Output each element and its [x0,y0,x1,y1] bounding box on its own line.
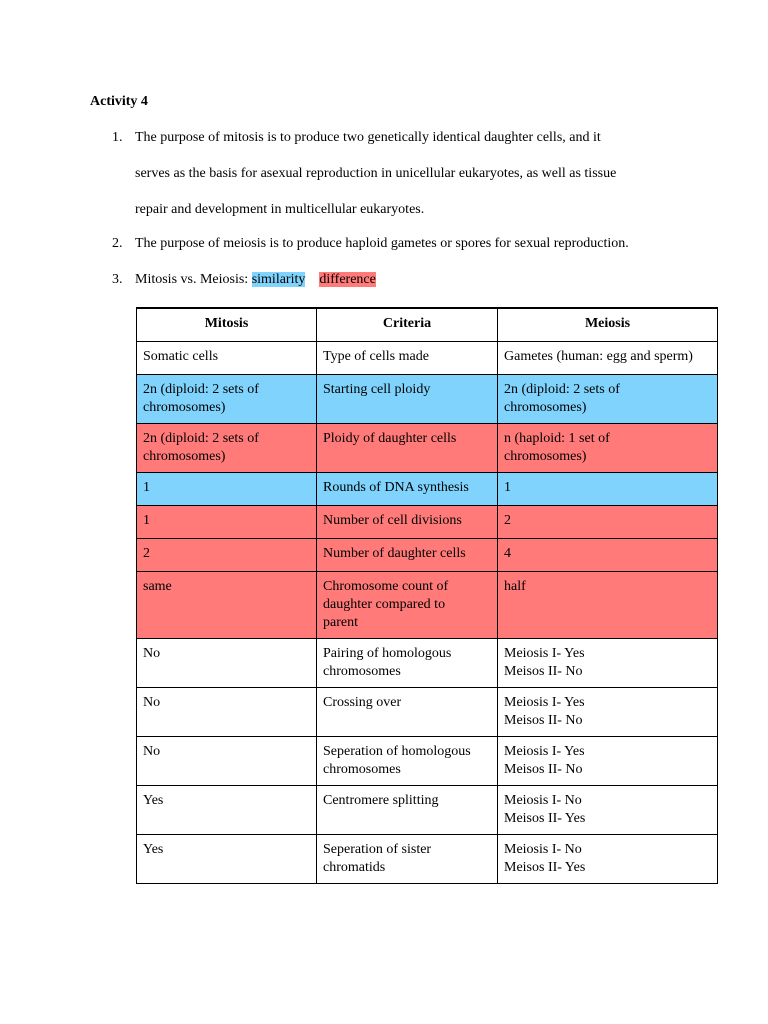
cell-text: Meisos II- No [504,713,583,728]
cell-text: Yes [143,842,164,857]
table-row [137,424,718,473]
cell-text: 1 [143,480,150,495]
cell-text: No [143,646,161,661]
table-row [137,375,718,424]
cell-text: same [143,579,172,594]
mitosis-cell [137,473,317,506]
table-row [137,506,718,539]
cell-text: Crossing over [323,695,402,710]
table-row [137,835,718,884]
meiosis-cell [498,375,718,424]
cell-text: Rounds of DNA synthesis [323,480,469,495]
cell-text: Ploidy of daughter cells [323,431,457,446]
cell-text: 2n (diploid: 2 sets of [143,382,259,397]
criteria-cell [317,539,498,572]
table-row [137,786,718,835]
comparison-table [136,307,718,884]
mitosis-cell [137,375,317,424]
similarity-legend: similarity [251,272,306,287]
cell-text: Meisos II- No [504,664,583,679]
meiosis-cell [498,506,718,539]
cell-text: 1 [504,480,511,495]
cell-text: Meisos II- No [504,762,583,777]
table-row [137,473,718,506]
list-text-line: serves as the basis for asexual reproduction in unicellular eukaryotes, as well as tissue [135,166,617,181]
cell-text: chromosomes) [143,449,226,464]
cell-text: Starting cell ploidy [323,382,431,397]
header-meiosis: Meiosis [498,308,718,342]
cell-text: Seperation of homologous [323,744,471,759]
header-mitosis: Mitosis [137,308,317,342]
mitosis-cell [137,572,317,639]
table-row [137,737,718,786]
list-number: 1. [112,130,123,145]
mitosis-cell [137,424,317,473]
mitosis-cell [137,737,317,786]
table-row [137,688,718,737]
cell-text: chromosomes) [504,449,587,464]
mitosis-cell [137,786,317,835]
meiosis-cell [498,786,718,835]
table-row [137,639,718,688]
mitosis-cell [137,639,317,688]
mitosis-cell [137,506,317,539]
criteria-cell [317,572,498,639]
cell-text: Meisos II- Yes [504,811,586,826]
table-body [137,342,718,884]
meiosis-cell [498,539,718,572]
table-header-row [137,308,718,342]
meiosis-cell [498,424,718,473]
cell-text: 2n (diploid: 2 sets of [143,431,259,446]
cell-text: Type of cells made [323,349,429,364]
meiosis-cell [498,835,718,884]
table-row [137,572,718,639]
cell-text: 1 [143,513,150,528]
mitosis-cell [137,688,317,737]
criteria-cell [317,342,498,375]
meiosis-cell [498,342,718,375]
cell-text: chromosomes [323,762,401,777]
cell-text: Meiosis I- Yes [504,744,585,759]
cell-text: daughter compared to [323,597,446,612]
cell-text: Meiosis I- Yes [504,695,585,710]
criteria-cell [317,835,498,884]
cell-text: 2 [143,546,150,561]
difference-legend: difference [319,272,376,287]
cell-text: Meiosis I- No [504,842,582,857]
cell-text: Pairing of homologous [323,646,452,661]
list-text-line: repair and development in multicellular eukaryotes. [135,202,425,217]
cell-text: chromosomes [323,664,401,679]
criteria-cell [317,473,498,506]
cell-text: Centromere splitting [323,793,439,808]
cell-text: 4 [504,546,511,561]
activity-heading: Activity 4 [90,94,148,109]
header-criteria: Criteria [317,308,498,342]
cell-text: chromosomes) [504,400,587,415]
cell-text: No [143,695,161,710]
list-number: 3. [112,272,123,287]
criteria-cell [317,639,498,688]
cell-text: parent [323,615,358,630]
mitosis-cell [137,539,317,572]
cell-text: Yes [143,793,164,808]
list-text-line [135,272,376,288]
cell-text: Gametes (human: egg and sperm) [504,349,693,364]
meiosis-cell [498,473,718,506]
cell-text: chromatids [323,860,386,875]
cell-text: No [143,744,161,759]
meiosis-cell [498,737,718,786]
meiosis-cell [498,639,718,688]
cell-text: half [504,579,526,594]
criteria-cell [317,786,498,835]
meiosis-cell [498,688,718,737]
cell-text: Number of cell divisions [323,513,462,528]
cell-text: Meiosis I- No [504,793,582,808]
cell-text: Somatic cells [143,349,219,364]
criteria-cell [317,424,498,473]
list-text-line: The purpose of meiosis is to produce haploid gametes or spores for sexual reproduction. [135,236,629,251]
cell-text: Number of daughter cells [323,546,466,561]
cell-text: n (haploid: 1 set of [504,431,610,446]
list-number: 2. [112,236,123,251]
comparison-prefix: Mitosis vs. Meiosis: [135,272,252,287]
cell-text: Chromosome count of [323,579,449,594]
criteria-cell [317,506,498,539]
criteria-cell [317,375,498,424]
cell-text: Meisos II- Yes [504,860,586,875]
table-row [137,539,718,572]
cell-text: 2 [504,513,511,528]
cell-text: chromosomes) [143,400,226,415]
criteria-cell [317,737,498,786]
cell-text: Seperation of sister [323,842,432,857]
list-text-line: The purpose of mitosis is to produce two genetically identical daughter cells, and it [135,130,601,145]
mitosis-cell [137,835,317,884]
meiosis-cell [498,572,718,639]
cell-text: 2n (diploid: 2 sets of [504,382,620,397]
cell-text: Meiosis I- Yes [504,646,585,661]
table-row [137,342,718,375]
mitosis-cell [137,342,317,375]
criteria-cell [317,688,498,737]
